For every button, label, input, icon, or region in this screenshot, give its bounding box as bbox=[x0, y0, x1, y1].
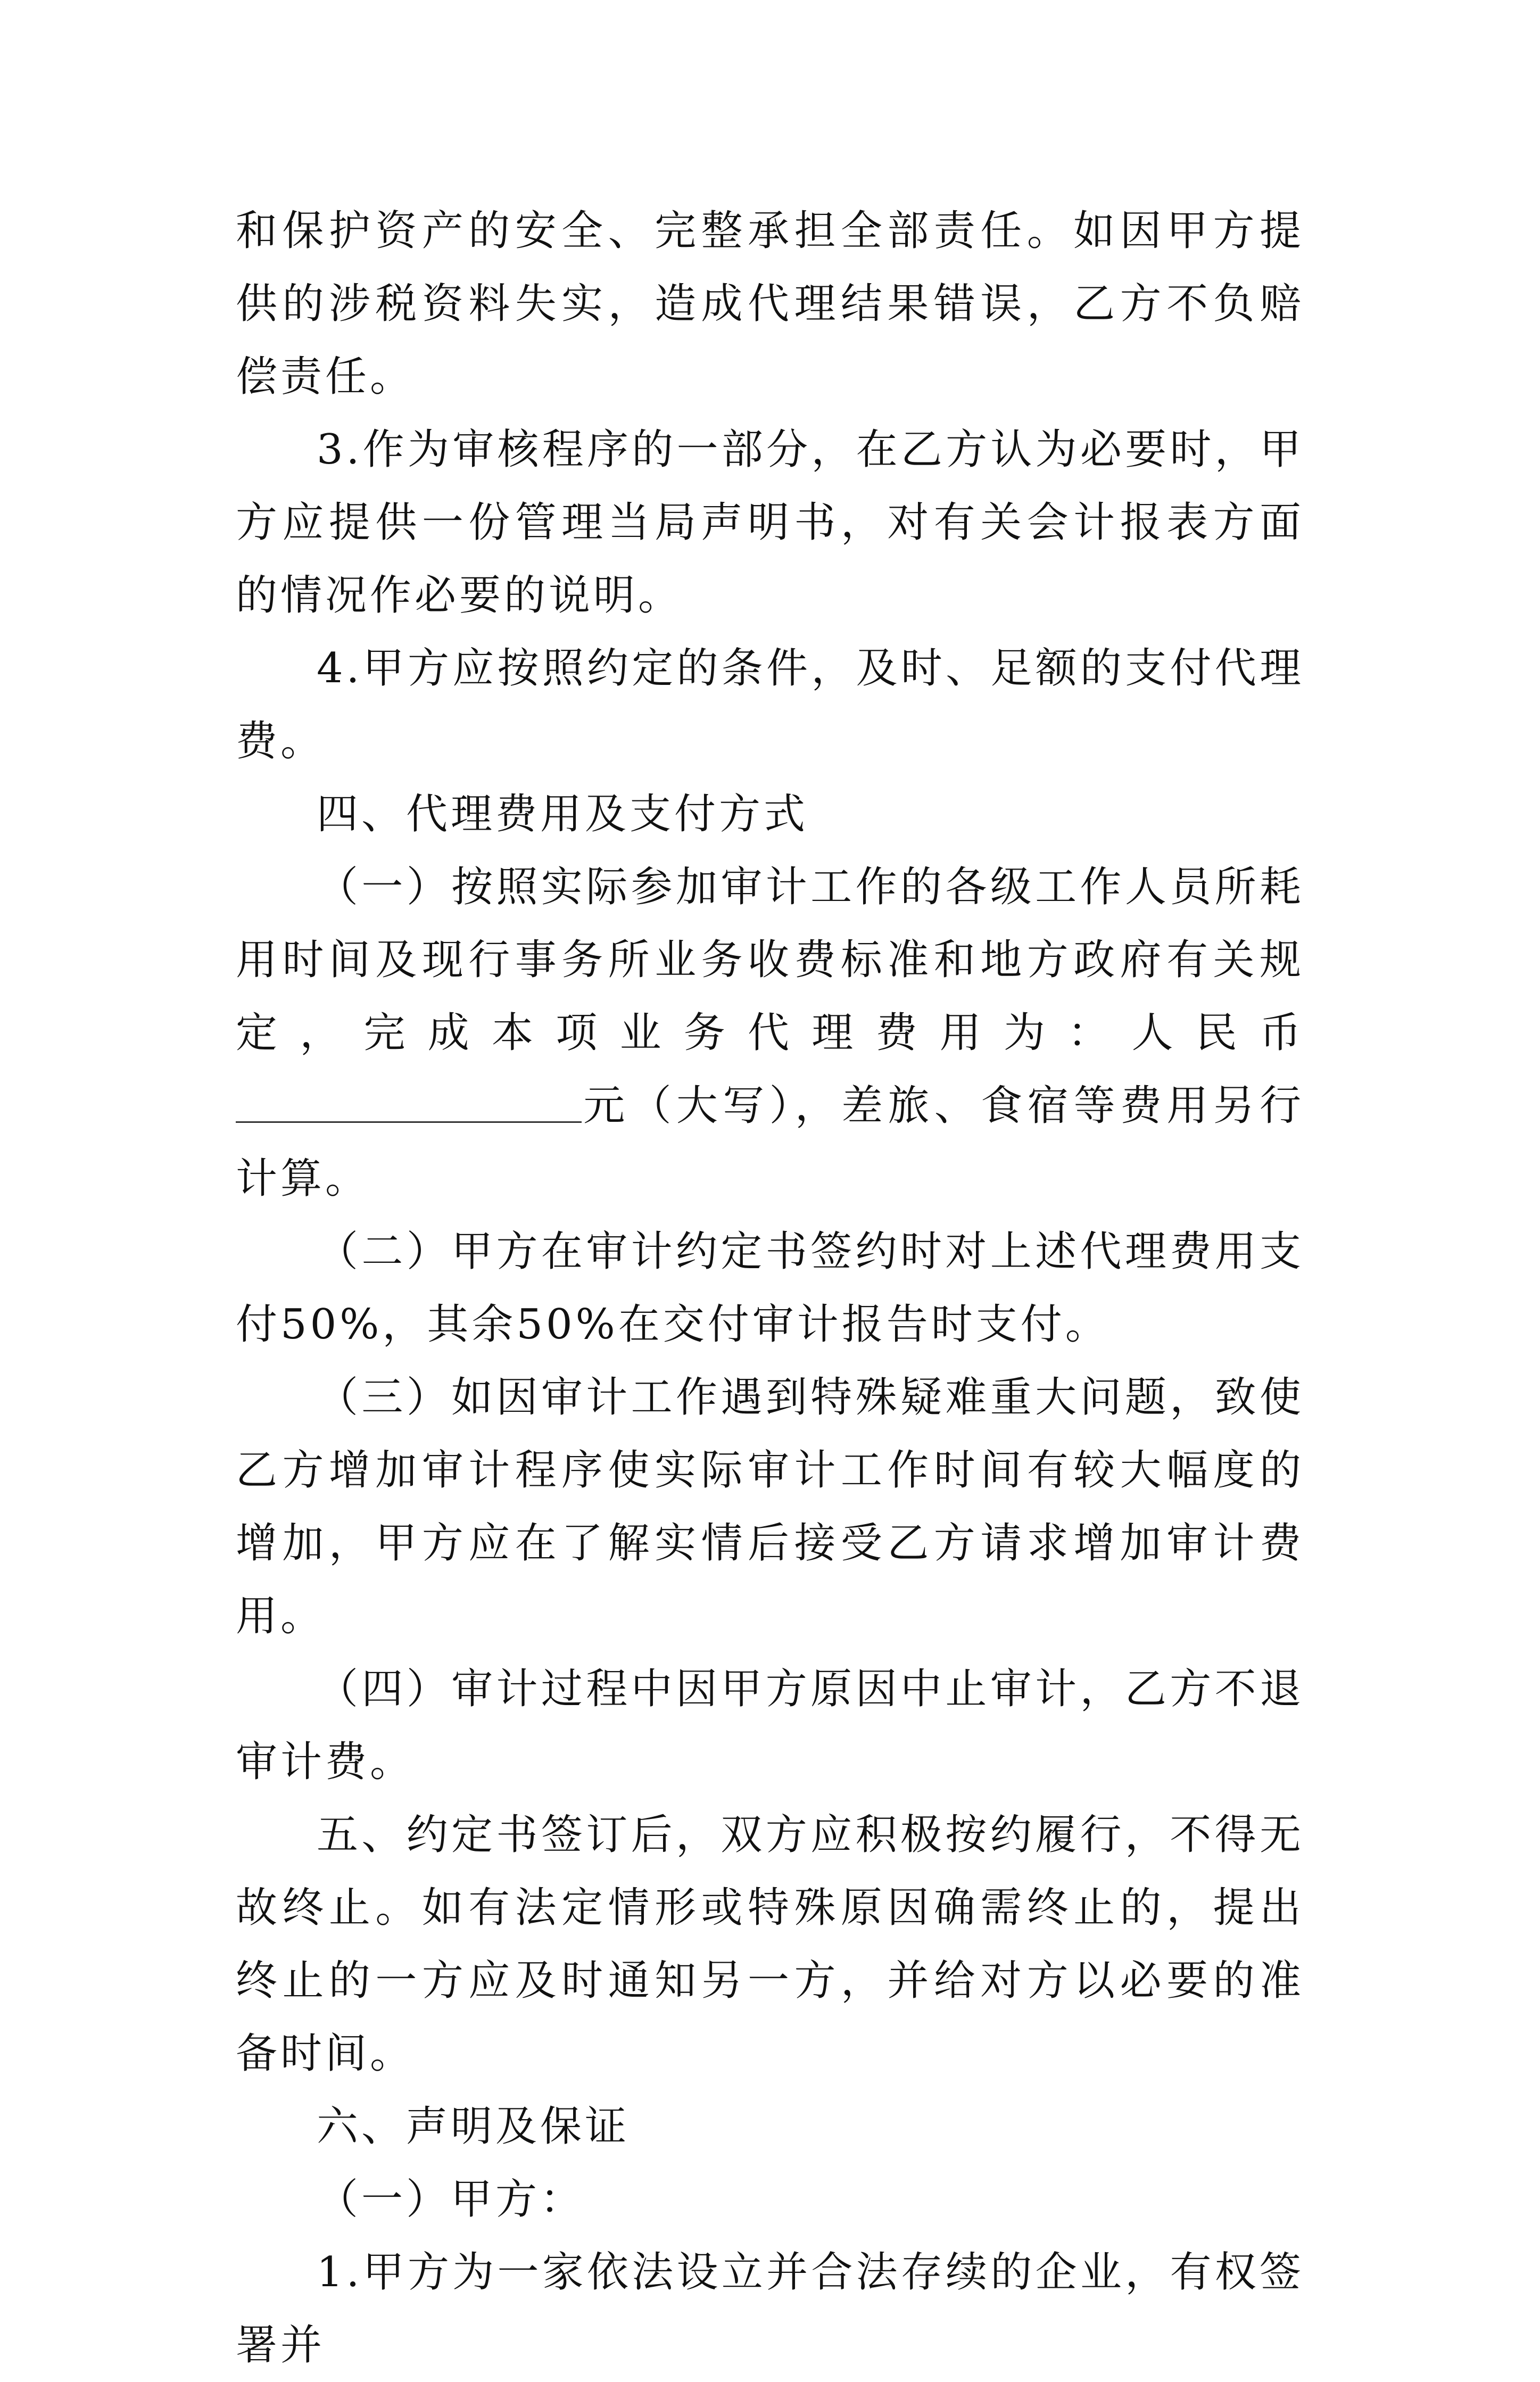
paragraph-payment-schedule: （二）甲方在审计约定书签约时对上述代理费用支付50%，其余50%在交付审计报告时支付。 bbox=[236, 1228, 1304, 1349]
paragraph-termination: 五、约定书签订后，双方应积极按约履行，不得无故终止。如有法定情形或特殊原因确需终止的，提出终止的一方应及时通知另一方，并给对方以必要的准备时间。 bbox=[236, 1811, 1304, 2078]
section-heading-declarations: 六、声明及保证 bbox=[317, 2103, 630, 2151]
fee-amount-tail: 元（大写），差旅、食宿等费用另行计算。 bbox=[236, 1082, 1304, 1203]
document-body bbox=[236, 195, 1304, 2382]
paragraph-asset-responsibility: 和保护资产的安全、完整承担全部责任。如因甲方提供的涉税资料失实，造成代理结果错误，乙方不负赔偿责任。 bbox=[236, 207, 1304, 401]
subheading-party-a: （一）甲方： bbox=[317, 2176, 585, 2223]
section-heading-fees: 四、代理费用及支付方式 bbox=[317, 790, 809, 838]
paragraph-no-refund: （四）审计过程中因甲方原因中止审计，乙方不退审计费。 bbox=[236, 1665, 1304, 1786]
paragraph-fee-amount bbox=[236, 851, 1304, 1215]
paragraph-management-statement: 3.作为审核程序的一部分，在乙方认为必要时，甲方应提供一份管理当局声明书，对有关会计报表方面的情况作必要的说明。 bbox=[236, 426, 1304, 619]
paragraph-additional-fees: （三）如因审计工作遇到特殊疑难重大问题，致使乙方增加审计程序使实际审计工作时间有较大幅度的增加，甲方应在了解实情后接受乙方请求增加审计费用。 bbox=[236, 1374, 1304, 1640]
paragraph-pay-fee: 4.甲方应按照约定的条件，及时、足额的支付代理费。 bbox=[236, 644, 1304, 765]
paragraph-party-a-legal-entity: 1.甲方为一家依法设立并合法存续的企业，有权签署并 bbox=[236, 2248, 1304, 2369]
fee-amount-blank[interactable] bbox=[236, 1084, 582, 1123]
fee-amount-text: （一）按照实际参加审计工作的各级工作人员所耗用时间及现行事务所业务收费标准和地方政府有关规定，完成本项业务代理费用为：人民币 bbox=[236, 863, 1304, 1057]
